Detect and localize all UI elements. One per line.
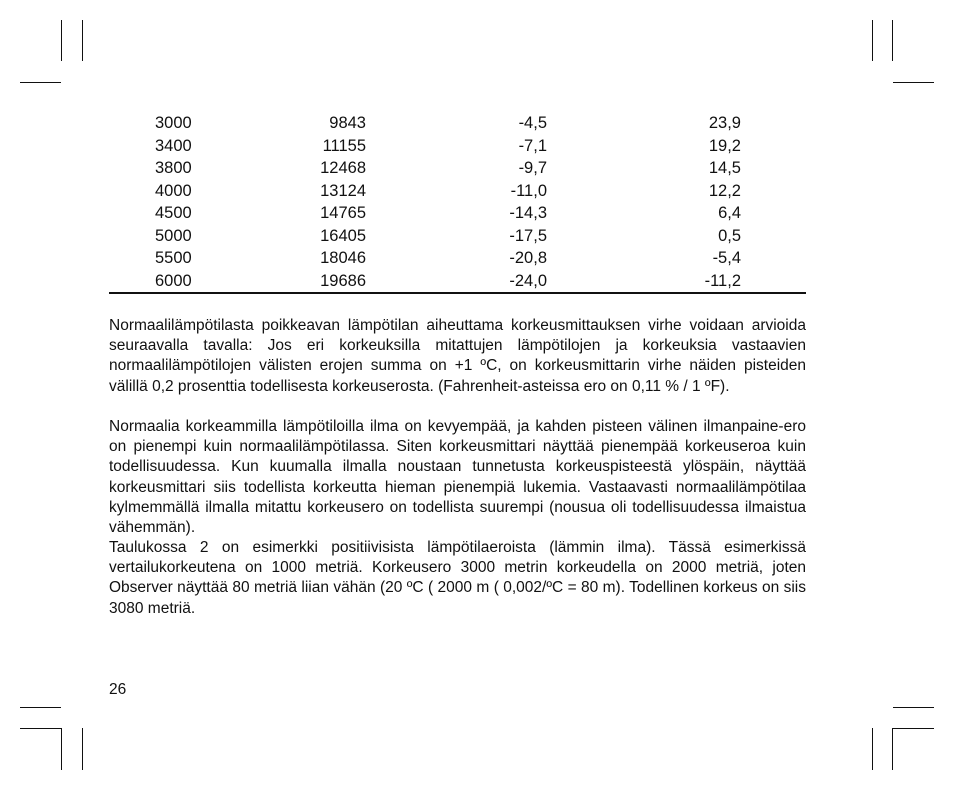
table-cell: 18046	[320, 249, 366, 267]
table-row	[109, 157, 806, 180]
table-cell: -11,0	[510, 181, 547, 200]
table-cell: 4500	[155, 204, 192, 222]
crop-mark	[892, 20, 893, 61]
table-cell: 13124	[320, 181, 366, 200]
table-cell: 3800	[155, 159, 192, 177]
table-cell: -9,7	[518, 159, 547, 177]
table-cell-spacer	[741, 157, 806, 180]
table-cell-spacer	[741, 112, 806, 135]
table-row	[109, 112, 806, 135]
crop-mark	[20, 728, 61, 729]
table-row	[109, 180, 806, 203]
table-cell: 5500	[155, 249, 192, 267]
table-cell: -20,8	[509, 249, 547, 267]
crop-mark	[61, 728, 62, 770]
crop-mark	[82, 20, 83, 61]
crop-mark	[20, 707, 61, 708]
table-cell: -5,4	[712, 249, 741, 267]
table-cell-spacer	[741, 180, 806, 203]
table-cell: 19686	[320, 271, 366, 290]
table-cell-spacer	[741, 270, 806, 294]
table-cell-spacer	[741, 225, 806, 248]
table-row	[109, 202, 806, 225]
table-row	[109, 135, 806, 158]
crop-mark	[872, 728, 873, 770]
table-cell: 14765	[320, 204, 366, 222]
crop-mark	[893, 707, 934, 708]
crop-mark	[82, 728, 83, 770]
table-cell: 9843	[329, 114, 366, 132]
body-paragraph: Normaalilämpötilasta poikkeavan lämpötilan aiheuttama korkeusmittauksen virhe voidaan arvioida seuraavalla tavalla: Jos eri korkeuksilla mitattujen lämpötilojen ja korkeuksia vastaavien normaalilämpötilojen välisten erojen summa on +1 ºC, on korkeusmittarin virhe näiden pisteiden välillä 0,2 prosenttia todellisesta korkeuserosta. (Fahrenheit-asteissa ero on 0,11 % / 1 ºF).	[109, 317, 806, 395]
crop-mark	[872, 20, 873, 61]
table-cell-spacer	[741, 202, 806, 225]
table-cell: 6000	[155, 271, 192, 290]
crop-mark	[892, 728, 893, 770]
table-cell: 12,2	[708, 181, 741, 200]
table-cell: -4,5	[518, 114, 547, 132]
body-paragraph: Taulukossa 2 on esimerkki positiivisista lämpötilaeroista (lämmin ilma). Tässä esimerkissä vertailukorkeutena on 1000 metriä. Korkeusero 3000 metrin korkeudella on 2000 metriä, joten Observer näyttää 80 metriä liian vähän (20 ºC ( 2000 m ( 0,002/ºC = 80 m). Todellinen korkeus on siis 3080 metriä.	[109, 539, 806, 617]
table-cell: 0,5	[718, 226, 741, 245]
table-cell: -11,2	[704, 271, 741, 290]
crop-mark	[61, 20, 62, 61]
table-cell: 11155	[322, 136, 366, 155]
table-cell: 4000	[155, 181, 192, 200]
crop-mark	[893, 728, 934, 729]
table-cell: -14,3	[509, 204, 547, 222]
table-row	[109, 247, 806, 270]
crop-mark	[893, 82, 934, 83]
table-row	[109, 225, 806, 248]
table-cell: 6,4	[718, 204, 741, 222]
table-cell: 12468	[320, 159, 366, 177]
table-cell-spacer	[741, 135, 806, 158]
table-cell: 14,5	[708, 159, 741, 177]
table-cell: 23,9	[708, 114, 741, 132]
table-cell: -7,1	[518, 136, 547, 155]
table-cell: 16405	[320, 226, 366, 245]
table-cell: -24,0	[509, 271, 547, 290]
table-row	[109, 270, 806, 294]
table-cell: -17,5	[509, 226, 547, 245]
table-cell: 19,2	[708, 136, 741, 155]
page-number: 26	[109, 681, 127, 698]
table-cell: 5000	[155, 226, 192, 245]
table-cell: 3000	[155, 114, 192, 132]
altitude-temperature-table	[109, 112, 806, 294]
crop-mark	[20, 82, 61, 83]
table-cell-spacer	[741, 247, 806, 270]
table-cell: 3400	[155, 136, 192, 155]
body-paragraph: Normaalia korkeammilla lämpötiloilla ilma on kevyempää, ja kahden pisteen välinen ilmanpaine-ero on pienempi kuin normaalilämpötilassa. Siten korkeusmittari näyttää pienempää korkeuseroa kuin todellisuudessa. Kun kuumalla ilmalla noustaan tunnetusta korkeuspisteestä ylöspäin, näyttää korkeusmittari siis todellista korkeutta hieman pienempiä lukemia. Vastaavasti normaalilämpötilaa kylmemmällä ilmalla mitattu korkeusero on todellista suurempi (nousua oli todellisuudessa ilmaistua vähemmän).	[109, 418, 806, 537]
